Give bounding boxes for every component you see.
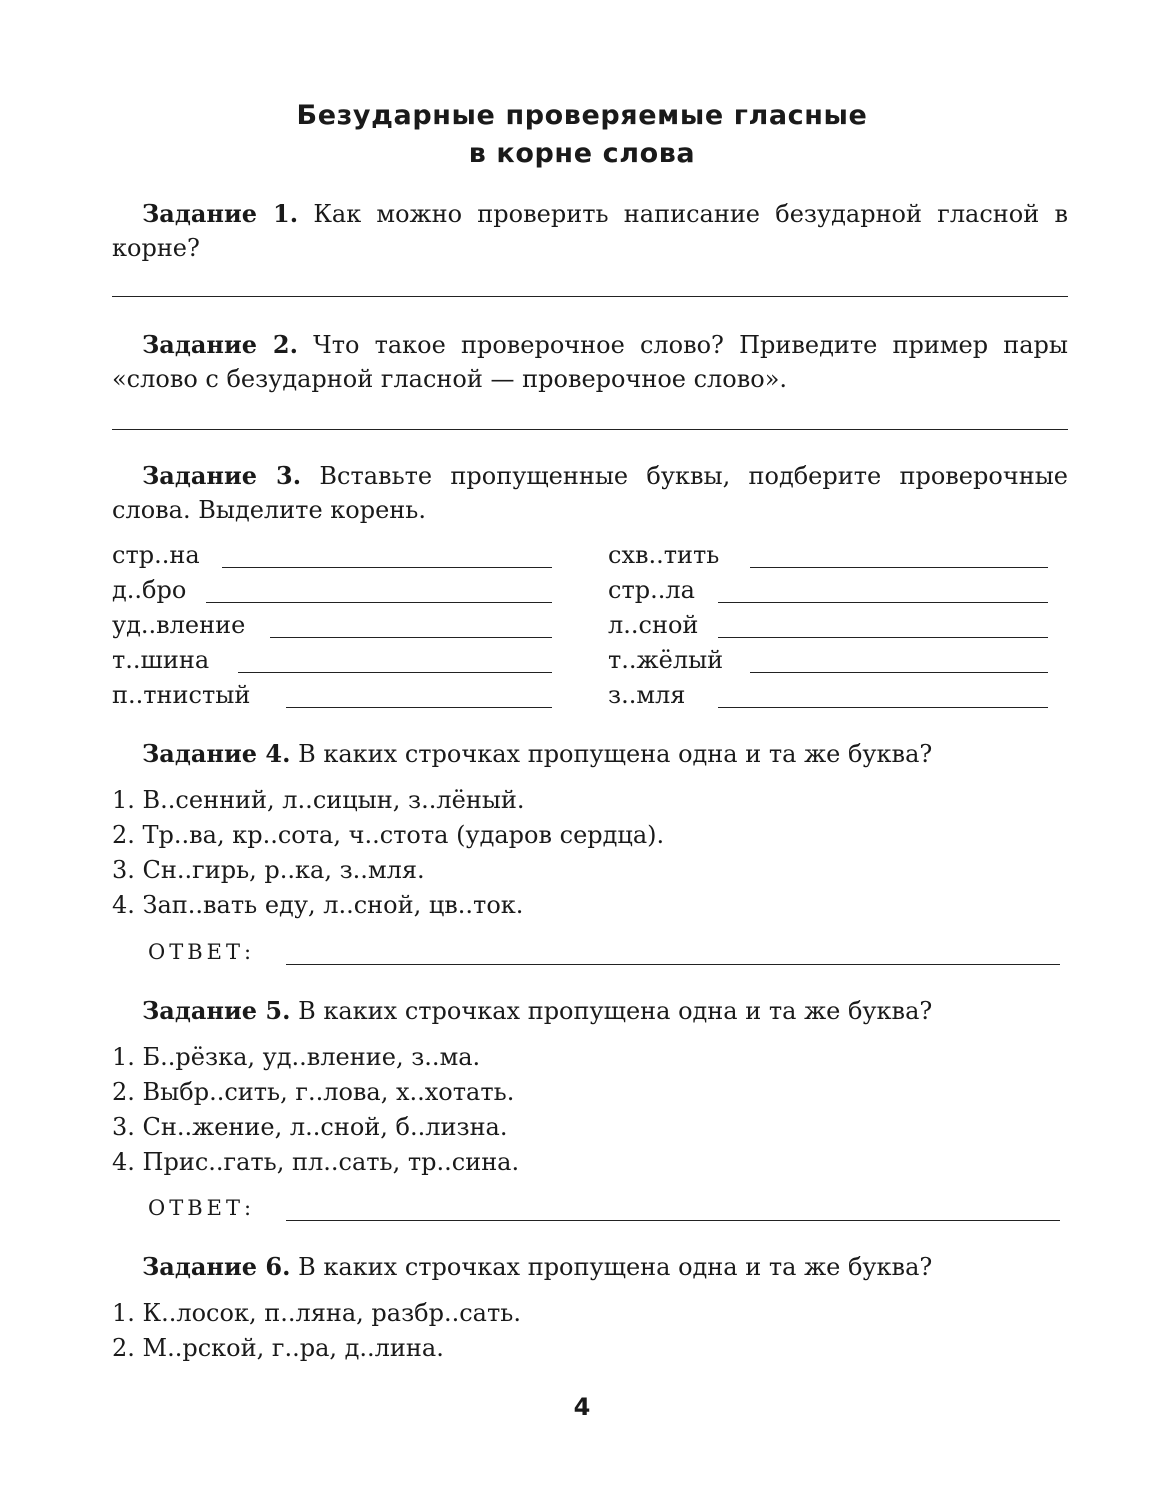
task-3-line-left-5[interactable]	[286, 707, 552, 708]
task-3-text: Вставьте пропущенные буквы, подберите проверочные слова. Выделите корень.	[112, 462, 1068, 524]
task-3-word-left-5: п..тнистый	[112, 681, 251, 709]
task-5-answer-label: ОТВЕТ:	[148, 1196, 256, 1220]
task-6-label: Задание 6.	[142, 1252, 291, 1281]
task-4-option-4: 4. Зап..вать еду, л..сной, цв..ток.	[112, 891, 524, 919]
task-3-line-right-1[interactable]	[750, 567, 1048, 568]
task-6	[112, 1250, 1068, 1284]
task-3-word-right-4: т..жёлый	[608, 646, 724, 674]
task-5-option-2: 2. Выбр..сить, г..лова, х..хотать.	[112, 1078, 515, 1106]
page-title-line-2: в корне слова	[468, 138, 696, 169]
task-4-option-3: 3. Сн..гирь, р..ка, з..мля.	[112, 856, 425, 884]
task-3-line-right-3[interactable]	[718, 637, 1048, 638]
task-4-label: Задание 4.	[142, 739, 291, 768]
task-2	[112, 328, 1068, 396]
task-4-answer-line[interactable]	[286, 964, 1060, 965]
task-5-option-1: 1. Б..рёзка, уд..вление, з..ма.	[112, 1043, 481, 1071]
task-3-line-right-2[interactable]	[718, 602, 1048, 603]
task-6-option-2: 2. М..рской, г..ра, д..лина.	[112, 1334, 444, 1362]
task-3-line-left-3[interactable]	[270, 637, 552, 638]
task-2-answer-line[interactable]	[112, 429, 1068, 430]
task-5-option-3: 3. Сн..жение, л..сной, б..лизна.	[112, 1113, 508, 1141]
task-5-option-4: 4. Прис..гать, пл..сать, тр..сина.	[112, 1148, 520, 1176]
task-3-word-left-2: д..бро	[112, 576, 187, 604]
task-3-word-left-4: т..шина	[112, 646, 210, 674]
task-3-line-right-4[interactable]	[750, 672, 1048, 673]
task-3-line-left-1[interactable]	[222, 567, 552, 568]
task-1-answer-line[interactable]	[112, 296, 1068, 297]
task-3	[112, 459, 1068, 527]
task-5-label: Задание 5.	[142, 996, 291, 1025]
task-3-label: Задание 3.	[142, 461, 302, 490]
task-3-word-left-1: стр..на	[112, 541, 200, 569]
task-6-text: В каких строчках пропущена одна и та же буква?	[298, 1253, 933, 1281]
task-2-label: Задание 2.	[142, 330, 298, 359]
task-3-word-left-3: уд..вление	[112, 611, 246, 639]
task-1-text: Как можно проверить написание безударной гласной в корне?	[112, 200, 1068, 262]
task-3-word-right-5: з..мля	[608, 681, 686, 709]
task-4-text: В каких строчках пропущена одна и та же буква?	[298, 740, 933, 768]
task-5-text: В каких строчках пропущена одна и та же буква?	[298, 997, 933, 1025]
task-4-option-1: 1. В..сенний, л..сицын, з..лёный.	[112, 786, 525, 814]
task-4	[112, 737, 1068, 771]
task-3-word-right-1: схв..тить	[608, 541, 720, 569]
task-4-option-2: 2. Тр..ва, кр..сота, ч..стота (ударов сердца).	[112, 821, 665, 849]
task-2-text: Что такое проверочное слово? Приведите пример пары «слово с безударной гласной — проверочное слово».	[112, 331, 1068, 393]
task-5	[112, 994, 1068, 1028]
task-3-line-left-4[interactable]	[238, 672, 552, 673]
task-1	[112, 197, 1068, 265]
page-number: 4	[573, 1393, 591, 1421]
task-4-answer-label: ОТВЕТ:	[148, 940, 256, 964]
task-3-line-left-2[interactable]	[206, 602, 552, 603]
task-5-answer-line[interactable]	[286, 1220, 1060, 1221]
page-title-line-1: Безударные проверяемые гласные	[296, 100, 868, 131]
task-3-line-right-5[interactable]	[718, 707, 1048, 708]
task-3-word-right-2: стр..ла	[608, 576, 695, 604]
task-3-word-right-3: л..сной	[608, 611, 699, 639]
task-6-option-1: 1. К..лосок, п..ляна, разбр..сать.	[112, 1299, 521, 1327]
task-1-label: Задание 1.	[142, 199, 299, 228]
